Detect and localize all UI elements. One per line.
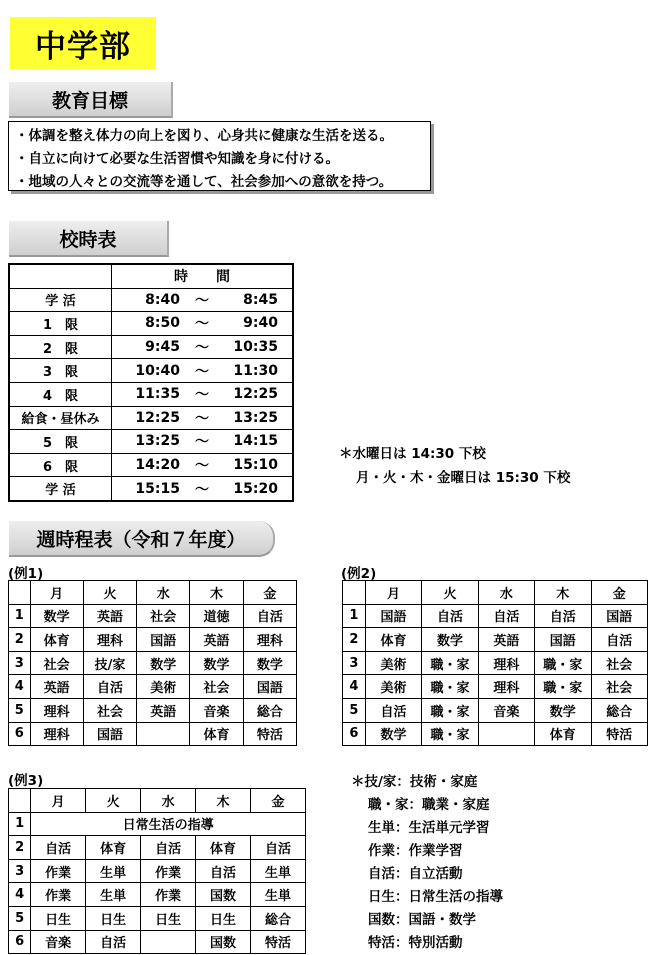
subject-cell: 総合 <box>591 698 648 722</box>
subject-cell: 特活 <box>251 930 306 954</box>
timetable-row <box>9 335 293 359</box>
subject-cell: 自活 <box>243 604 296 628</box>
subject-cell: 国語 <box>365 604 421 628</box>
period-time <box>112 430 294 454</box>
time-header: 時 間 <box>112 264 294 288</box>
end-time: 9:40 <box>243 315 278 332</box>
goal-item: ・体調を整え体力の向上を図り、心身共に健康な生活を送る。 <box>15 128 393 144</box>
subject-cell: 自活 <box>422 604 478 628</box>
day-header: 火 <box>422 581 478 605</box>
day-header: 火 <box>86 789 141 813</box>
timetable-row <box>9 382 293 406</box>
weekly-row <box>9 651 297 675</box>
subject-cell: 自活 <box>365 698 421 722</box>
subject-cell: 職・家 <box>422 698 478 722</box>
subject-cell: 英語 <box>30 675 83 699</box>
period-number: 4 <box>9 675 31 699</box>
day-header: 火 <box>83 581 136 605</box>
period-number: 6 <box>343 722 366 746</box>
timetable-row <box>9 477 293 501</box>
period-name: 5 限 <box>9 430 112 454</box>
subject-cell: 作業 <box>31 859 86 883</box>
subject-cell: 作業 <box>31 883 86 907</box>
weekly-row <box>343 722 648 746</box>
goal-item: ・自立に向けて必要な生活習慣や知識を身に付ける。 <box>15 151 339 167</box>
subject-cell: 職・家 <box>422 675 478 699</box>
period-number: 5 <box>343 698 366 722</box>
abbreviation-item: 日生：日常生活の指導 <box>368 889 503 905</box>
range-separator: ～ <box>195 481 209 498</box>
goal-item: ・地域の人々との交流等を通して、社会参加への意欲を持つ。 <box>15 174 393 190</box>
start-time: 14:20 <box>135 457 180 474</box>
subject-cell: 日生 <box>141 906 196 930</box>
dismissal-note <box>339 442 570 490</box>
subject-cell: 社会 <box>190 675 243 699</box>
start-time: 15:15 <box>135 480 180 497</box>
weekly-row <box>343 675 648 699</box>
weekly-row <box>343 651 648 675</box>
period-time <box>112 288 294 312</box>
period-number: 1 <box>9 812 31 836</box>
subject-cell: 理科 <box>478 675 534 699</box>
subject-cell: 音楽 <box>31 930 86 954</box>
weekly-row <box>9 604 297 628</box>
subject-cell: 理科 <box>243 628 296 652</box>
subject-cell: 美術 <box>137 675 190 699</box>
period-number: 5 <box>9 906 31 930</box>
day-header: 金 <box>243 581 296 605</box>
weekly-row <box>9 675 297 699</box>
start-time: 13:25 <box>135 433 180 450</box>
day-header: 月 <box>31 789 86 813</box>
range-separator: ～ <box>195 410 209 427</box>
end-time: 11:30 <box>233 362 278 379</box>
weekly-row <box>9 906 306 930</box>
period-number: 2 <box>9 836 31 860</box>
day-header: 木 <box>535 581 591 605</box>
range-separator: ～ <box>195 363 209 380</box>
weekly-table-example2 <box>342 580 648 746</box>
period-name: 2 限 <box>9 335 112 359</box>
subject-cell: 生単 <box>86 883 141 907</box>
subject-cell: 数学 <box>365 722 421 746</box>
dismissal-note-other-days: 月・火・木・金曜日は 15:30 下校 <box>356 470 571 486</box>
period-number: 6 <box>9 722 31 746</box>
subject-cell: 職・家 <box>422 722 478 746</box>
subject-cell: 英語 <box>83 604 136 628</box>
range-separator: ～ <box>195 387 209 404</box>
dismissal-note-wednesday: ＊水曜日は 14:30 下校 <box>339 446 486 462</box>
subject-cell: 英語 <box>137 698 190 722</box>
timetable-row <box>9 430 293 454</box>
range-separator: ～ <box>195 458 209 475</box>
timetable-row <box>9 406 293 430</box>
subject-cell <box>478 722 534 746</box>
abbreviation-item: 作業：作業学習 <box>368 843 463 859</box>
start-time: 8:40 <box>145 291 180 308</box>
abbreviation-item: 職・家：職業・家庭 <box>368 797 490 813</box>
weekly-header-row <box>9 789 306 813</box>
subject-cell: 総合 <box>251 906 306 930</box>
subject-cell: 理科 <box>83 628 136 652</box>
period-number: 3 <box>9 859 31 883</box>
weekly-row <box>9 883 306 907</box>
subject-cell: 日生 <box>31 906 86 930</box>
goals-box <box>8 121 431 191</box>
weekly-row <box>9 628 297 652</box>
subject-cell: 音楽 <box>190 698 243 722</box>
day-header: 金 <box>251 789 306 813</box>
subject-cell: 数学 <box>137 651 190 675</box>
end-time: 15:10 <box>233 457 278 474</box>
start-time: 11:35 <box>135 386 180 403</box>
weekly-header-row <box>9 581 297 605</box>
subject-cell: 社会 <box>137 604 190 628</box>
timetable-row <box>9 359 293 383</box>
subject-cell: 職・家 <box>422 651 478 675</box>
day-header: 水 <box>478 581 534 605</box>
period-number: 3 <box>343 651 366 675</box>
subject-cell: 国数 <box>196 883 251 907</box>
subject-cell: 英語 <box>478 628 534 652</box>
period-number: 1 <box>343 604 366 628</box>
weekly-row <box>9 836 306 860</box>
subject-cell: 国語 <box>83 722 136 746</box>
subject-cell: 社会 <box>30 651 83 675</box>
weekly-row <box>343 698 648 722</box>
subject-cell: 自活 <box>141 836 196 860</box>
subject-cell: 国語 <box>137 628 190 652</box>
period-name: 3 限 <box>9 359 112 383</box>
subject-cell: 道徳 <box>190 604 243 628</box>
merged-subject-cell: 日常生活の指導 <box>31 812 306 836</box>
period-time <box>112 406 294 430</box>
timetable-row <box>9 453 293 477</box>
period-time <box>112 453 294 477</box>
subject-cell: 体育 <box>535 722 591 746</box>
subject-cell <box>137 722 190 746</box>
weekly-table-example3 <box>8 788 306 954</box>
timetable-header-row <box>9 264 293 288</box>
weekly-table-example1 <box>8 580 297 746</box>
subject-cell: 職・家 <box>535 651 591 675</box>
subject-cell: 数学 <box>30 604 83 628</box>
period-number: 2 <box>343 628 366 652</box>
timetable-row <box>9 312 293 336</box>
subject-cell: 体育 <box>196 836 251 860</box>
period-time <box>112 312 294 336</box>
weekly-row <box>9 722 297 746</box>
end-time: 8:45 <box>243 291 278 308</box>
end-time: 12:25 <box>233 386 278 403</box>
subject-cell: 自活 <box>196 859 251 883</box>
subject-cell: 作業 <box>141 883 196 907</box>
timetable-heading: 校時表 <box>9 221 169 257</box>
example3-label: (例3) <box>8 773 44 789</box>
subject-cell: 生単 <box>251 883 306 907</box>
period-number: 6 <box>9 930 31 954</box>
weekly-heading: 週時程表（令和７年度） <box>9 521 275 557</box>
subject-cell: 数学 <box>243 651 296 675</box>
subject-cell: 理科 <box>30 722 83 746</box>
timetable-row <box>9 288 293 312</box>
period-number: 3 <box>9 651 31 675</box>
period-name: 学 活 <box>9 477 112 501</box>
period-name: 4 限 <box>9 382 112 406</box>
subject-cell: 生単 <box>251 859 306 883</box>
abbreviation-item: 自活：自立活動 <box>368 866 463 882</box>
subject-cell: 自活 <box>31 836 86 860</box>
subject-cell: 自活 <box>478 604 534 628</box>
weekly-corner-cell <box>343 581 366 605</box>
timetable-corner-cell <box>9 264 112 288</box>
range-separator: ～ <box>195 292 209 309</box>
bell-schedule-table <box>8 263 294 502</box>
start-time: 8:50 <box>145 315 180 332</box>
period-name: 学 活 <box>9 288 112 312</box>
period-time <box>112 359 294 383</box>
subject-cell: 自活 <box>83 675 136 699</box>
period-number: 4 <box>343 675 366 699</box>
weekly-corner-cell <box>9 581 31 605</box>
period-number: 5 <box>9 698 31 722</box>
period-name: 給食・昼休み <box>9 406 112 430</box>
subject-cell: 体育 <box>365 628 421 652</box>
period-name: 6 限 <box>9 453 112 477</box>
end-time: 13:25 <box>233 409 278 426</box>
subject-cell: 美術 <box>365 651 421 675</box>
period-number: 2 <box>9 628 31 652</box>
period-time <box>112 477 294 501</box>
example2-label: (例2) <box>341 566 377 582</box>
weekly-row <box>9 812 306 836</box>
day-header: 水 <box>137 581 190 605</box>
weekly-header-row <box>343 581 648 605</box>
example1-label: (例1) <box>8 566 44 582</box>
abbreviation-item: 国数：国語・数学 <box>368 912 476 928</box>
abbreviation-item: 生単：生活単元学習 <box>368 820 490 836</box>
weekly-corner-cell <box>9 789 31 813</box>
range-separator: ～ <box>195 316 209 333</box>
subject-cell: 日生 <box>86 906 141 930</box>
subject-cell: 体育 <box>30 628 83 652</box>
subject-cell: 理科 <box>478 651 534 675</box>
day-header: 月 <box>30 581 83 605</box>
subject-cell: 作業 <box>141 859 196 883</box>
end-time: 14:15 <box>233 433 278 450</box>
abbreviation-item: 特活：特別活動 <box>368 935 463 951</box>
goals-heading: 教育目標 <box>9 82 173 118</box>
range-separator: ～ <box>195 340 209 357</box>
subject-cell: 自活 <box>251 836 306 860</box>
subject-cell: 自活 <box>535 604 591 628</box>
weekly-row <box>9 859 306 883</box>
subject-cell: 日生 <box>196 906 251 930</box>
day-header: 月 <box>365 581 421 605</box>
start-time: 10:40 <box>135 362 180 379</box>
start-time: 12:25 <box>135 409 180 426</box>
subject-cell: 国語 <box>591 604 648 628</box>
subject-cell: 職・家 <box>535 675 591 699</box>
subject-cell: 技/家 <box>83 651 136 675</box>
subject-cell: 理科 <box>30 698 83 722</box>
page-title: 中学部 <box>10 17 156 69</box>
subject-cell: 自活 <box>86 930 141 954</box>
subject-cell: 数学 <box>422 628 478 652</box>
period-number: 4 <box>9 883 31 907</box>
weekly-row <box>343 628 648 652</box>
subject-cell: 特活 <box>243 722 296 746</box>
weekly-row <box>343 604 648 628</box>
subject-cell: 国語 <box>243 675 296 699</box>
weekly-row <box>9 930 306 954</box>
subject-cell <box>141 930 196 954</box>
day-header: 木 <box>190 581 243 605</box>
subject-cell: 生単 <box>86 859 141 883</box>
subject-cell: 自活 <box>591 628 648 652</box>
subject-cell: 社会 <box>591 651 648 675</box>
period-name: 1 限 <box>9 312 112 336</box>
end-time: 10:35 <box>233 339 278 356</box>
subject-cell: 数学 <box>190 651 243 675</box>
day-header: 金 <box>591 581 648 605</box>
subject-cell: 音楽 <box>478 698 534 722</box>
weekly-row <box>9 698 297 722</box>
abbreviation-notes <box>351 771 503 955</box>
end-time: 15:20 <box>233 480 278 497</box>
period-time <box>112 335 294 359</box>
subject-cell: 特活 <box>591 722 648 746</box>
subject-cell: 体育 <box>190 722 243 746</box>
abbreviation-item: ＊技/家：技術・家庭 <box>351 774 478 790</box>
subject-cell: 総合 <box>243 698 296 722</box>
subject-cell: 美術 <box>365 675 421 699</box>
subject-cell: 社会 <box>83 698 136 722</box>
day-header: 水 <box>141 789 196 813</box>
day-header: 木 <box>196 789 251 813</box>
range-separator: ～ <box>195 434 209 451</box>
subject-cell: 体育 <box>86 836 141 860</box>
period-time <box>112 382 294 406</box>
start-time: 9:45 <box>145 339 180 356</box>
period-number: 1 <box>9 604 31 628</box>
subject-cell: 国数 <box>196 930 251 954</box>
subject-cell: 国語 <box>535 628 591 652</box>
subject-cell: 数学 <box>535 698 591 722</box>
subject-cell: 英語 <box>190 628 243 652</box>
subject-cell: 社会 <box>591 675 648 699</box>
